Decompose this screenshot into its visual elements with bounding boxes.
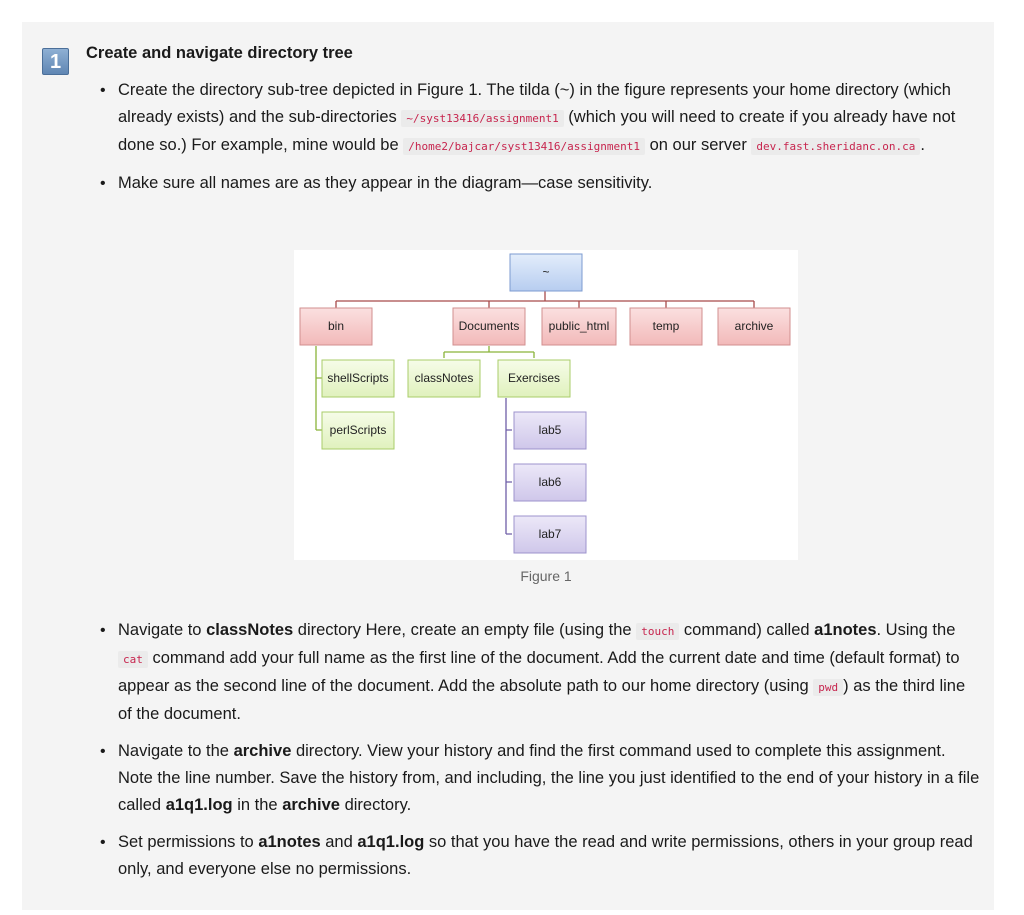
text: Navigate to the xyxy=(118,742,234,760)
tree-node-bin xyxy=(300,308,372,345)
bold-archive-2: archive xyxy=(282,796,340,814)
bold-classnotes: classNotes xyxy=(206,621,294,639)
text: so that you have the read and write permissions, others in your group read only, and everyone else no permissions. xyxy=(118,833,973,878)
tree-node-lab6 xyxy=(514,464,586,501)
tree-label-exercises: Exercises xyxy=(507,371,561,385)
bold-a1notes-2: a1notes xyxy=(258,833,321,851)
text: Create the directory sub-tree depicted in Figure 1. The tilda (~) in the figure represents your home directory (which already exists) and the sub-directories xyxy=(118,81,951,126)
tree-node-shellscripts xyxy=(322,360,394,397)
tree-label-documents: Documents xyxy=(458,319,520,333)
tree-node-public-html xyxy=(542,308,616,345)
tree-node-archive xyxy=(718,308,790,345)
tree-node-lab5 xyxy=(514,412,586,449)
instruction-create-tree xyxy=(100,77,980,160)
text: directory Here, create an empty file (using the xyxy=(293,621,637,639)
tree-label-archive: archive xyxy=(734,319,774,333)
bold-a1notes: a1notes xyxy=(814,621,877,639)
tree-node-perlscripts xyxy=(322,412,394,449)
text: directory. View your history and find the first command used to complete this assignment. Note the line number. Save the history from, and including, the line you just identified to the end of your history in a file called xyxy=(118,742,980,814)
text: command) called xyxy=(679,621,815,639)
assignment-step-panel xyxy=(22,22,994,910)
tree-node-classnotes xyxy=(408,360,480,397)
text: on our server xyxy=(645,136,752,154)
bold-archive: archive xyxy=(233,742,292,760)
code-cat: cat xyxy=(118,651,148,668)
tree-label-perlscripts: perlScripts xyxy=(329,423,387,437)
text: command add your full name as the first line of the document. Add the current date and time (default format) to appear as the second line of the document. Add the absolute path to our home directory (using xyxy=(118,649,960,695)
step-heading: Create and navigate directory tree xyxy=(86,44,353,62)
code-server-name: dev.fast.sheridanc.on.ca xyxy=(751,138,920,155)
tree-label-home: ~ xyxy=(542,265,550,279)
tree-node-lab7 xyxy=(514,516,586,553)
text: (which you will need to create if you already have not done so.) For example, mine would be xyxy=(118,108,956,154)
tree-label-lab6: lab6 xyxy=(538,475,562,489)
directory-tree-diagram xyxy=(294,250,798,560)
text: in the xyxy=(232,796,283,814)
bold-a1q1-log: a1q1.log xyxy=(165,796,233,814)
instruction-classnotes xyxy=(100,617,980,728)
tree-label-temp: temp xyxy=(652,319,680,333)
tree-label-bin: bin xyxy=(327,319,345,333)
tree-node-documents xyxy=(453,308,525,345)
figure-caption: Figure 1 xyxy=(520,568,572,584)
code-assignment-path: ~/syst13416/assignment1 xyxy=(401,110,563,127)
tree-label-shellscripts: shellScripts xyxy=(327,371,389,385)
tree-label-public-html: public_html xyxy=(548,319,610,333)
directory-tree-figure xyxy=(294,250,798,560)
tree-node-exercises xyxy=(498,360,570,397)
instructions-list-top xyxy=(100,77,980,207)
instruction-archive xyxy=(100,738,980,819)
instructions-list-bottom xyxy=(100,617,980,893)
tree-node-temp xyxy=(630,308,702,345)
code-example-path: /home2/bajcar/syst13416/assignment1 xyxy=(403,138,645,155)
text: ) as the third line of the document. xyxy=(118,677,966,723)
text: . Using the xyxy=(876,621,956,639)
text: directory. xyxy=(339,796,412,814)
instruction-case-sensitivity: • Make sure all names are as they appear in the diagram—case sensitivity. xyxy=(100,170,980,197)
text: . xyxy=(920,136,925,154)
tree-node-home xyxy=(510,254,582,291)
code-touch: touch xyxy=(636,623,679,640)
tree-label-lab5: lab5 xyxy=(538,423,562,437)
tree-label-lab7: lab7 xyxy=(538,527,562,541)
text: Set permissions to xyxy=(118,833,259,851)
text: and xyxy=(320,833,358,851)
instruction-permissions xyxy=(100,829,980,883)
tree-label-classnotes: classNotes xyxy=(414,371,474,385)
bold-a1q1-log-2: a1q1.log xyxy=(357,833,425,851)
text: Navigate to xyxy=(118,621,207,639)
step-number-badge: 1 xyxy=(42,48,69,75)
code-pwd: pwd xyxy=(813,679,843,696)
